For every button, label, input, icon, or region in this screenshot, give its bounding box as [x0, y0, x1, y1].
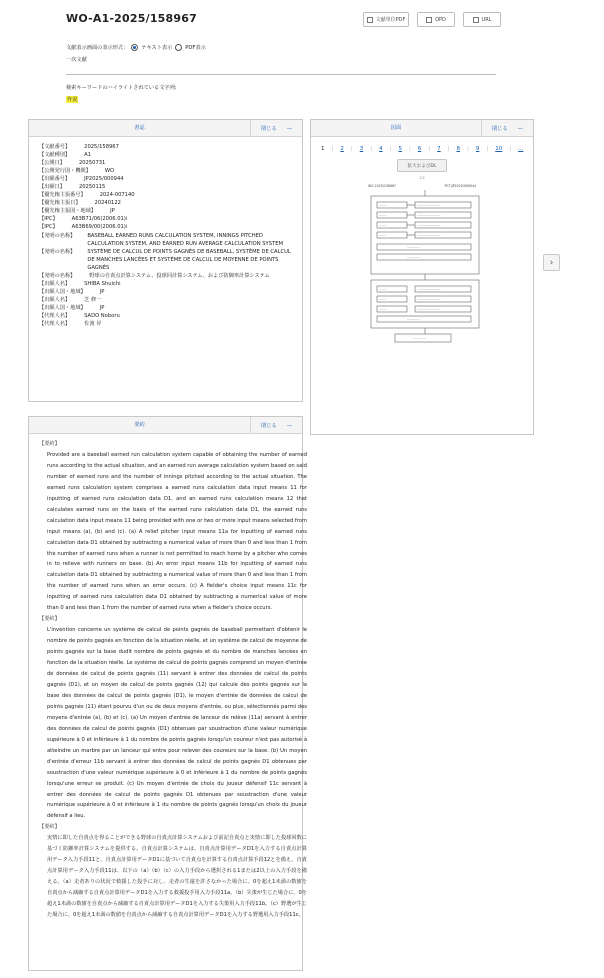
biblio-row [39, 175, 302, 183]
abstract-text: Provided are a baseball earned run calculation system capable of obtaining the number of earned runs according to the actual situation, and an earned run average calculation system based on said number of earned runs and the number of innings pitched according to the actual situation. The earned runs calculation system comprises a earned runs calculation data input means 11 for inputting of earned runs calculation data D1, and an earned runs calculation means 12 that calculates earned runs on the basis of the earned runs calculation data D1, the earned runs calculation data input means 11 being provided with one or two or more input means selected from input means (a), (b) and (c). (a) A relief pitcher input means 11a for inputting of earned runs calculation data D1 obtained by subtracting a numerical value of more than 0 and less than 1 from the number of earned runs when a runner is not permitted to reach home by a pitcher who comes in to relieve with runners on base. (b) An error input means 11b for inputting of earned runs calculation data D1 obtained by subtracting a numerical value of more than 0 and less than 1 from the number of earned runs when an error occurs. (c) A fielder's choice input means 11c for inputting of earned runs calculation data D1 obtained by subtracting a numerical value of more than 0 and less than 1 from the number of earned runs when a fielder's choice occurs. [47, 451, 307, 612]
svg-text:———: ——— [379, 308, 387, 312]
svg-text:———: ——— [379, 234, 387, 238]
drawing-page-link[interactable]: 9 [475, 146, 480, 152]
biblio-key: 【公開発行国・機関】 [39, 168, 91, 175]
biblio-key: 【出願人名】 [39, 280, 71, 287]
highlight-label: 検索キーワードのハイライトされている文字列: [66, 85, 177, 91]
top-toolbar [363, 12, 501, 27]
drawing-panel-title[interactable]: 図面 [390, 125, 402, 131]
abstract-panel-title[interactable]: 要約 [134, 422, 145, 428]
biblio-value: A1 [84, 152, 91, 159]
pdf-display-radio[interactable] [175, 44, 182, 51]
svg-text:—————————: ————————— [417, 234, 441, 238]
next-drawing-button[interactable] [543, 254, 560, 271]
document-number-title: WO-A1-2025/158967 [66, 12, 197, 25]
biblio-value: SHIBA Shuichi [84, 280, 121, 287]
biblio-row [39, 232, 302, 248]
biblio-field-list [29, 137, 302, 328]
svg-text:—————: ————— [407, 256, 420, 260]
biblio-value: 2024-007140 [99, 192, 135, 199]
svg-text:—————: ————— [407, 318, 420, 322]
svg-text:—————————: ————————— [417, 224, 441, 228]
biblio-key: 【公開日】 [39, 160, 65, 167]
url-button[interactable] [463, 12, 501, 27]
collapse-icon[interactable]: — [286, 422, 292, 429]
drawing-page-link[interactable]: ... [518, 146, 524, 152]
biblio-panel [28, 119, 303, 402]
opd-button-label: OPD [435, 16, 446, 23]
text-display-label: テキスト表示 [141, 45, 173, 51]
abstract-panel-header [29, 417, 302, 434]
chevron-right-icon: › [549, 257, 554, 268]
biblio-row [39, 159, 302, 167]
drawing-page-link[interactable]: 3 [359, 146, 364, 152]
biblio-value: 20240122 [94, 200, 121, 207]
biblio-key: 【優先権主張日】 [39, 200, 81, 207]
biblio-key: 【優先権主張国・地域】 [39, 208, 97, 215]
biblio-row [39, 143, 302, 151]
biblio-value: A63B71/06(2006.01)i [71, 216, 128, 223]
drawing-page-link[interactable]: 5 [398, 146, 402, 152]
biblio-row [39, 151, 302, 159]
pdf-button-label: 文献単位PDF [375, 17, 406, 23]
biblio-value: WO [104, 168, 115, 175]
drawing-figure[interactable] [311, 190, 535, 350]
biblio-value: A63B69/00(2006.01)i [71, 224, 128, 231]
collapse-icon[interactable]: — [517, 125, 523, 132]
biblio-row [39, 207, 302, 215]
abstract-close-label[interactable]: 閉じる [261, 423, 277, 429]
svg-text:———: ——— [379, 204, 387, 208]
abstract-heading: 【要約】 [39, 616, 60, 623]
document-type: 一次文献 [66, 57, 87, 63]
pdf-display-label: PDF表示 [185, 45, 206, 51]
svg-text:———: ——— [379, 298, 387, 302]
svg-text:—————————: ————————— [417, 288, 441, 292]
pager-separator: | [509, 146, 512, 152]
biblio-value: 野球の自責点計算システム、投球回計算システム、および防御率計算システム [89, 272, 270, 279]
display-format-label: 文献表示画面の表示形式： [66, 45, 129, 51]
abstract-heading: 【要約】 [39, 824, 60, 831]
biblio-key: 【IPC】 [39, 224, 58, 231]
drawing-caption: 1/2 [419, 176, 425, 180]
pager-separator: | [389, 146, 392, 152]
biblio-key: 【IPC】 [39, 216, 58, 223]
biblio-panel-close[interactable] [250, 120, 302, 137]
biblio-key: 【代理人名】 [39, 321, 71, 328]
opd-icon [426, 17, 432, 23]
biblio-panel-title[interactable]: 書誌 [134, 125, 145, 131]
biblio-row [39, 280, 302, 288]
biblio-value: 2025/158967 [84, 144, 119, 150]
pager-separator: | [486, 146, 489, 152]
opd-button[interactable] [417, 12, 455, 27]
biblio-value: BASEBALL EARNED RUNS CALCULATION SYSTEM, INNINGS PITCHED CALCULATION SYSTEM, AND EARNED RUN AVERAGE CALCULATION SYSTEM [87, 232, 283, 247]
abstract-text: L'invention concerne un système de calcul de points gagnés de baseball permettant d'obtenir le nombre de points gagnés en fonction de la situation réelle, et un système de calcul de moyenne de points gagnés sur la base dudit nombre de points gagnés et du nombre de manches lancées en fonction de la situation réelle. Le système de calcul de points gagnés comprend un moyen d'entrée de données de calcul de points gagnés (11) servant à entrer des données de calcul de points gagnés (D1), et un moyen de calcul de points gagnés (12) qui calcule des points gagnés sur la base des données de calcul de points gagnés (D1), le moyen d'entrée de données de calcul de points gagnés (11) étant pourvu d'un ou de deux moyens d'entrée, ou plus, sélectionnés parmi des moyens d'entrée (a), (b) et (c). (a) Un moyen d'entrée de lanceur de relève (11a) servant à entrer des données de calcul de points gagnés (D1) obtenues par soustraction d'une valeur numérique supérieure à 0 et inférieure à 1 du nombre de points gagnés lorsqu'un coureur n'est pas autorisé à atteindre un marbre par un lanceur qui entre pour relever des coureurs sur la base. (b) Un moyen d'entrée d'erreur 11b servant à entrer des données de calcul de points gagnés D1 obtenues par soustraction d'une valeur numérique supérieure à 0 et inférieure à 1 du nombre de points gagnés lorsqu'une erreur se produit. (c) Un moyen d'entrée de choix du joueur défensif 11c servant à entrer des données de calcul de points gagnés D1 obtenues par soustraction d'une valeur numérique supérieure à 0 et inférieure à 1 du nombre de points gagnés lorsqu'un choix du joueur défensif a lieu. [47, 627, 307, 820]
biblio-value: JP [110, 208, 115, 215]
svg-text:—————————: ————————— [417, 204, 441, 208]
divider [66, 74, 496, 75]
biblio-key: 【出願人名】 [39, 296, 71, 303]
biblio-key: 【出願人国・地域】 [39, 304, 86, 311]
biblio-key: 【文献種別】 [39, 152, 71, 159]
biblio-row [39, 167, 302, 175]
biblio-value: 20250731 [78, 160, 106, 167]
pager-separator: | [428, 146, 431, 152]
pager-separator: | [331, 146, 334, 152]
svg-text:———: ——— [379, 224, 387, 228]
biblio-key: 【出願番号】 [39, 176, 71, 183]
drawing-page-link[interactable]: 2 [340, 146, 344, 152]
biblio-value: SADO Noboru [84, 312, 120, 319]
abstract-body [29, 434, 307, 921]
enlarge-download-label: 拡大およびDL [407, 163, 437, 169]
biblio-row [39, 248, 302, 272]
text-display-radio[interactable] [131, 44, 138, 51]
biblio-close-label[interactable]: 閉じる [261, 126, 277, 132]
svg-text:—————: ————— [407, 246, 420, 250]
abstract-panel [28, 416, 307, 971]
biblio-panel-header [29, 120, 302, 137]
biblio-row [39, 312, 302, 320]
biblio-row [39, 223, 302, 231]
pager-separator: | [467, 146, 469, 152]
svg-text:—————————: ————————— [417, 308, 441, 312]
biblio-value: JP2025/000944 [84, 176, 124, 183]
biblio-row [39, 288, 302, 296]
biblio-key: 【出願人国・地域】 [39, 288, 86, 295]
pdf-button[interactable] [363, 12, 409, 27]
drawing-page-link[interactable]: 1 [321, 146, 325, 152]
biblio-row [39, 320, 302, 328]
pager-separator: | [370, 146, 373, 152]
drawing-header-right: PCT/JP2025/000944 [444, 184, 476, 188]
biblio-key: 【出願日】 [39, 184, 65, 191]
drawing-page-link[interactable]: 7 [437, 146, 441, 152]
drawing-page-link[interactable]: 8 [456, 146, 461, 152]
biblio-row [39, 199, 302, 207]
svg-text:———: ——— [379, 214, 387, 218]
biblio-value: SYSTÈME DE CALCUL DE POINTS GAGNÉS DE BASEBALL, SYSTÈME DE CALCUL DE MANCHES LANCÉES ET SYSTÈME DE CALCUL DE MOYENNE DE POINTS GAGNÉS [87, 248, 291, 271]
svg-text:—————————: ————————— [417, 298, 441, 302]
biblio-key: 【発明の名称】 [39, 248, 76, 255]
drawing-page-link[interactable]: 4 [379, 146, 383, 152]
abstract-heading: 【要約】 [39, 441, 60, 447]
drawing-close-label[interactable]: 閉じる [492, 126, 508, 132]
pager-separator: | [350, 146, 353, 152]
biblio-row [39, 215, 302, 223]
biblio-key: 【発明の名称】 [39, 232, 76, 239]
drawing-panel [310, 119, 534, 435]
biblio-key: 【代理人名】 [39, 312, 71, 319]
svg-text:—————————: ————————— [417, 214, 441, 218]
highlight-keyword: 作況 [67, 97, 78, 103]
display-format-row [66, 44, 206, 51]
drawing-panel-close[interactable] [481, 120, 533, 137]
biblio-key: 【発明の名称】 [39, 272, 76, 279]
link-icon [473, 17, 479, 23]
drawing-pager [311, 137, 533, 152]
biblio-value: JP [99, 288, 105, 295]
biblio-value: JP [99, 304, 105, 311]
biblio-value: 20250115 [78, 184, 106, 191]
drawing-page-link[interactable]: 10 [495, 146, 503, 152]
drawing-header-left: WO 2025/158967 [368, 184, 397, 188]
biblio-row [39, 183, 302, 191]
biblio-row [39, 272, 302, 280]
svg-text:—————: ————— [413, 337, 426, 341]
biblio-value: 芝 修一 [84, 296, 102, 303]
url-button-label: URL [481, 16, 492, 23]
biblio-row [39, 304, 302, 312]
biblio-key: 【文献番号】 [39, 144, 71, 150]
biblio-value: 佐渡 昇 [84, 321, 102, 328]
abstract-panel-close[interactable] [250, 417, 302, 434]
svg-text:———: ——— [379, 288, 387, 292]
drawing-page-link[interactable]: 6 [417, 146, 422, 152]
collapse-icon[interactable]: — [286, 125, 292, 132]
abstract-text: 実情に即した自責点を得ることができる野球の自責点計算システムおよび前記自責点と実情に即した投球回数に基づく防御率計算システムを提供する。自責点計算システムは、自責点計算用データD1を入力する自責点計算用データ入力手段11と、自責点計算用データD1に基づいて自責点を計算する自責点計算手段12とを備え、自責点計算用データ入力手段11は、以下の（a）（b）（c）の入力手段から選択される1または2以上の入力手段を備える。（a）走者ありの状況で救援した投手に対し、走者の生還を許さなかった場合に、0を超え1未満の数値を自責点から減縮する自責点計算用データD1を入力する救援投手用入力手段11a。（b）失策が生じた場合に、0を超え1未満の数値を自責点から減縮する自責点計算用データD1を入力する失策用入力手段11b。（c）野選が生じた場合に、0を超え1未満の数値を自責点から減縮する自責点計算用データD1を入力する野選用入力手段11c。 [47, 835, 307, 918]
enlarge-download-button[interactable] [397, 159, 447, 172]
pdf-icon [367, 17, 373, 23]
biblio-key: 【優先権主張番号】 [39, 192, 86, 199]
biblio-row [39, 191, 302, 199]
pager-separator: | [447, 146, 450, 152]
pager-separator: | [408, 146, 411, 152]
biblio-row [39, 296, 302, 304]
drawing-panel-header [311, 120, 533, 137]
drawing-header [311, 184, 533, 188]
